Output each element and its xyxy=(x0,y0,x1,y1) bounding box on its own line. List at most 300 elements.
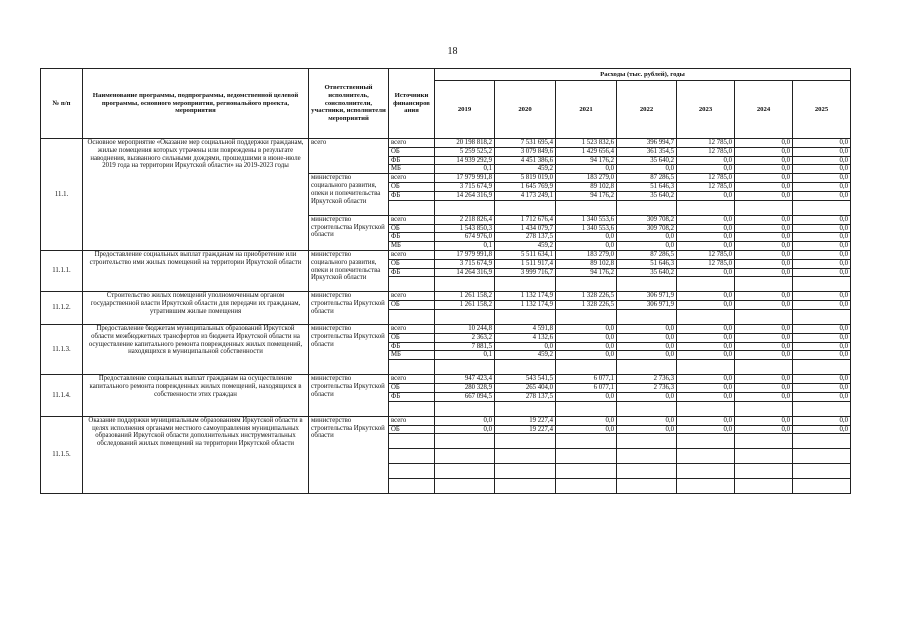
funding-source: ФБ xyxy=(389,342,435,351)
table-row xyxy=(41,416,851,425)
empty-cell xyxy=(556,200,617,215)
value-2024: 0,0 xyxy=(735,242,793,251)
value-2019: 2 218 826,4 xyxy=(435,215,495,224)
empty-cell xyxy=(435,401,495,416)
empty-cell xyxy=(435,434,495,449)
empty-cell xyxy=(495,464,556,479)
value-2019: 0,1 xyxy=(435,351,495,360)
funding-source: ФБ xyxy=(389,392,435,401)
empty-cell xyxy=(793,200,851,215)
value-2019: 1 543 850,3 xyxy=(435,224,495,233)
value-2024: 0,0 xyxy=(735,342,793,351)
header-sources: Источники финансиров ания xyxy=(389,69,435,139)
activity-name: Предоставление социальных выплат гражданам на осуществление капитального ремонта поврежденных жилых помещений, находящихся в собственности этих граждан xyxy=(83,375,309,416)
empty-cell xyxy=(556,277,617,292)
value-2021: 0,0 xyxy=(556,242,617,251)
page-number: 18 xyxy=(447,46,458,57)
value-2021: 1 340 553,6 xyxy=(556,215,617,224)
empty-cell xyxy=(617,310,677,325)
empty-cell xyxy=(735,277,793,292)
empty-cell xyxy=(617,479,677,494)
empty-cell xyxy=(793,401,851,416)
value-2021: 89 102,8 xyxy=(556,183,617,192)
value-2025: 0,0 xyxy=(793,351,851,360)
funding-source: ОБ xyxy=(389,301,435,310)
value-2024: 0,0 xyxy=(735,333,793,342)
empty-cell xyxy=(495,434,556,449)
empty-cell xyxy=(793,310,851,325)
table-row xyxy=(41,375,851,384)
value-2025: 0,0 xyxy=(793,139,851,148)
value-2025: 0,0 xyxy=(793,156,851,165)
value-2022: 306 971,9 xyxy=(617,292,677,301)
empty-cell xyxy=(793,479,851,494)
value-2025: 0,0 xyxy=(793,333,851,342)
value-2024: 0,0 xyxy=(735,425,793,434)
empty-cell xyxy=(435,449,495,464)
value-2025: 0,0 xyxy=(793,416,851,425)
value-2020: 4 591,8 xyxy=(495,325,556,334)
value-2024: 0,0 xyxy=(735,165,793,174)
value-2020: 278 137,5 xyxy=(495,392,556,401)
responsible-executor: всего xyxy=(309,139,389,174)
value-2023: 0,0 xyxy=(677,301,735,310)
empty-cell xyxy=(735,310,793,325)
funding-source: всего xyxy=(389,416,435,425)
row-number: 11.1.1. xyxy=(41,250,83,291)
value-2019: 14 264 316,9 xyxy=(435,268,495,277)
value-2022: 0,0 xyxy=(617,325,677,334)
value-2023: 0,0 xyxy=(677,392,735,401)
empty-cell xyxy=(495,200,556,215)
value-2022: 51 646,3 xyxy=(617,259,677,268)
row-number: 11.1.5. xyxy=(41,416,83,494)
value-2022: 87 286,5 xyxy=(617,250,677,259)
value-2025: 0,0 xyxy=(793,242,851,251)
row-number: 11.1.4. xyxy=(41,375,83,416)
empty-cell xyxy=(389,464,435,479)
value-2022: 51 646,3 xyxy=(617,183,677,192)
empty-cell xyxy=(435,479,495,494)
value-2024: 0,0 xyxy=(735,250,793,259)
value-2020: 7 531 695,4 xyxy=(495,139,556,148)
empty-cell xyxy=(677,401,735,416)
value-2024: 0,0 xyxy=(735,292,793,301)
funding-source: всего xyxy=(389,292,435,301)
header-responsible: Ответственный исполнитель, соисполнители, участники, исполнители мероприятий xyxy=(309,69,389,139)
funding-source: всего xyxy=(389,375,435,384)
value-2024: 0,0 xyxy=(735,191,793,200)
value-2025: 0,0 xyxy=(793,259,851,268)
value-2025: 0,0 xyxy=(793,233,851,242)
value-2022: 2 736,3 xyxy=(617,375,677,384)
value-2022: 0,0 xyxy=(617,233,677,242)
value-2020: 1 511 917,4 xyxy=(495,259,556,268)
value-2019: 0,1 xyxy=(435,242,495,251)
value-2019: 20 198 818,2 xyxy=(435,139,495,148)
funding-source: ОБ xyxy=(389,259,435,268)
funding-source: ОБ xyxy=(389,333,435,342)
empty-cell xyxy=(735,449,793,464)
empty-cell xyxy=(495,360,556,375)
value-2019: 674 976,0 xyxy=(435,233,495,242)
empty-cell xyxy=(677,310,735,325)
value-2021: 0,0 xyxy=(556,392,617,401)
value-2025: 0,0 xyxy=(793,384,851,393)
value-2019: 947 423,4 xyxy=(435,375,495,384)
funding-source: ФБ xyxy=(389,233,435,242)
value-2025: 0,0 xyxy=(793,301,851,310)
empty-cell xyxy=(435,200,495,215)
empty-cell xyxy=(793,360,851,375)
empty-cell xyxy=(435,464,495,479)
funding-source: МБ xyxy=(389,351,435,360)
value-2024: 0,0 xyxy=(735,416,793,425)
value-2023: 0,0 xyxy=(677,215,735,224)
value-2022: 35 640,2 xyxy=(617,156,677,165)
empty-cell xyxy=(677,479,735,494)
value-2019: 10 244,8 xyxy=(435,325,495,334)
value-2025: 0,0 xyxy=(793,191,851,200)
value-2023: 0,0 xyxy=(677,242,735,251)
value-2021: 6 077,1 xyxy=(556,384,617,393)
header-number: № п/п xyxy=(41,69,83,139)
header-name: Наименование программы, подпрограммы, ведомственной целевой программы, основного мероприятия, региональйого проекта, мероприятия xyxy=(83,69,309,139)
value-2020: 4 451 386,6 xyxy=(495,156,556,165)
responsible-executor: министерство строительства Иркутской области xyxy=(309,416,389,494)
empty-cell xyxy=(389,401,435,416)
responsible-executor: министерство строительства Иркутской области xyxy=(309,325,389,375)
empty-cell xyxy=(556,464,617,479)
empty-cell xyxy=(389,360,435,375)
value-2020: 459,2 xyxy=(495,165,556,174)
empty-cell xyxy=(793,434,851,449)
empty-cell xyxy=(677,434,735,449)
value-2023: 12 785,0 xyxy=(677,259,735,268)
value-2025: 0,0 xyxy=(793,425,851,434)
value-2021: 94 176,2 xyxy=(556,191,617,200)
value-2024: 0,0 xyxy=(735,384,793,393)
value-2022: 0,0 xyxy=(617,416,677,425)
value-2020: 543 541,5 xyxy=(495,375,556,384)
row-number: 11.1. xyxy=(41,139,83,251)
empty-cell xyxy=(617,277,677,292)
value-2022: 0,0 xyxy=(617,392,677,401)
value-2025: 0,0 xyxy=(793,268,851,277)
responsible-executor: министерство строительства Иркутской области xyxy=(309,292,389,325)
funding-source: всего xyxy=(389,139,435,148)
value-2019: 1 261 158,2 xyxy=(435,292,495,301)
value-2020: 1 645 769,9 xyxy=(495,183,556,192)
value-2022: 0,0 xyxy=(617,425,677,434)
value-2020: 265 404,0 xyxy=(495,384,556,393)
value-2021: 0,0 xyxy=(556,325,617,334)
value-2023: 0,0 xyxy=(677,351,735,360)
value-2021: 1 429 656,4 xyxy=(556,147,617,156)
activity-name: Оказание поддержки муниципальным образованиям Иркутской области в целях исполнения органами местного самоуправления муниципальных образований Иркутской области дополнительных инструментальных обследований жилых помещений на территории Иркутской области xyxy=(83,416,309,494)
empty-cell xyxy=(793,277,851,292)
value-2025: 0,0 xyxy=(793,224,851,233)
empty-cell xyxy=(677,200,735,215)
value-2021: 0,0 xyxy=(556,233,617,242)
empty-cell xyxy=(617,449,677,464)
empty-cell xyxy=(556,479,617,494)
value-2022: 0,0 xyxy=(617,351,677,360)
value-2019: 3 715 674,9 xyxy=(435,259,495,268)
value-2023: 0,0 xyxy=(677,191,735,200)
value-2024: 0,0 xyxy=(735,392,793,401)
value-2019: 1 261 158,2 xyxy=(435,301,495,310)
empty-cell xyxy=(677,277,735,292)
value-2023: 0,0 xyxy=(677,292,735,301)
empty-cell xyxy=(495,479,556,494)
value-2022: 87 286,5 xyxy=(617,174,677,183)
value-2022: 306 971,9 xyxy=(617,301,677,310)
value-2022: 309 708,2 xyxy=(617,224,677,233)
value-2021: 89 102,8 xyxy=(556,259,617,268)
value-2020: 19 227,4 xyxy=(495,416,556,425)
value-2022: 2 736,3 xyxy=(617,384,677,393)
value-2022: 396 994,7 xyxy=(617,139,677,148)
value-2021: 94 176,2 xyxy=(556,268,617,277)
value-2021: 0,0 xyxy=(556,351,617,360)
value-2024: 0,0 xyxy=(735,174,793,183)
value-2024: 0,0 xyxy=(735,259,793,268)
empty-cell xyxy=(793,449,851,464)
value-2022: 0,0 xyxy=(617,242,677,251)
value-2024: 0,0 xyxy=(735,224,793,233)
value-2023: 12 785,0 xyxy=(677,147,735,156)
value-2023: 0,0 xyxy=(677,375,735,384)
value-2024: 0,0 xyxy=(735,268,793,277)
empty-cell xyxy=(556,401,617,416)
value-2025: 0,0 xyxy=(793,375,851,384)
value-2019: 667 094,5 xyxy=(435,392,495,401)
value-2023: 0,0 xyxy=(677,156,735,165)
empty-cell xyxy=(735,464,793,479)
value-2020: 278 137,5 xyxy=(495,233,556,242)
value-2022: 309 708,2 xyxy=(617,215,677,224)
value-2024: 0,0 xyxy=(735,183,793,192)
value-2020: 4 173 249,1 xyxy=(495,191,556,200)
responsible-executor: министерство социального развития, опеки и попечительства Иркутской области xyxy=(309,250,389,291)
value-2025: 0,0 xyxy=(793,215,851,224)
value-2019: 17 979 991,8 xyxy=(435,174,495,183)
empty-cell xyxy=(735,479,793,494)
value-2020: 1 132 174,9 xyxy=(495,301,556,310)
funding-source: всего xyxy=(389,325,435,334)
value-2020: 1 434 079,7 xyxy=(495,224,556,233)
empty-cell xyxy=(617,401,677,416)
value-2022: 35 640,2 xyxy=(617,191,677,200)
funding-source: всего xyxy=(389,215,435,224)
responsible-executor: министерство строительства Иркутской области xyxy=(309,375,389,416)
funding-source: МБ xyxy=(389,242,435,251)
empty-cell xyxy=(435,360,495,375)
empty-cell xyxy=(677,360,735,375)
row-number: 11.1.2. xyxy=(41,292,83,325)
value-2022: 0,0 xyxy=(617,333,677,342)
value-2021: 1 328 226,5 xyxy=(556,292,617,301)
value-2021: 0,0 xyxy=(556,333,617,342)
empty-cell xyxy=(556,434,617,449)
responsible-executor: министерство строительства Иркутской области xyxy=(309,215,389,250)
value-2025: 0,0 xyxy=(793,174,851,183)
value-2019: 7 881,5 xyxy=(435,342,495,351)
value-2023: 12 785,0 xyxy=(677,250,735,259)
funding-source: МБ xyxy=(389,165,435,174)
empty-cell xyxy=(435,310,495,325)
header-year-2021: 2021 xyxy=(556,81,617,139)
value-2019: 17 979 991,8 xyxy=(435,250,495,259)
value-2019: 0,0 xyxy=(435,425,495,434)
value-2021: 0,0 xyxy=(556,416,617,425)
value-2023: 0,0 xyxy=(677,224,735,233)
value-2025: 0,0 xyxy=(793,392,851,401)
value-2023: 0,0 xyxy=(677,325,735,334)
row-number: 11.1.3. xyxy=(41,325,83,375)
budget-table xyxy=(40,68,851,494)
empty-cell xyxy=(735,360,793,375)
value-2021: 183 279,0 xyxy=(556,250,617,259)
value-2020: 5 511 634,1 xyxy=(495,250,556,259)
value-2023: 0,0 xyxy=(677,384,735,393)
value-2025: 0,0 xyxy=(793,250,851,259)
table-row xyxy=(41,139,851,148)
value-2019: 5 259 525,2 xyxy=(435,147,495,156)
value-2023: 12 785,0 xyxy=(677,174,735,183)
value-2021: 6 077,1 xyxy=(556,375,617,384)
value-2019: 14 939 292,9 xyxy=(435,156,495,165)
empty-cell xyxy=(495,401,556,416)
header-expenses: Расходы (тыс. рублей), годы xyxy=(435,69,851,81)
funding-source: ОБ xyxy=(389,224,435,233)
activity-name: Строительство жилых помещений уполномоченным органом государственной власти Иркутской области для передачи их гражданам, утратившим жилые помещения xyxy=(83,292,309,325)
value-2025: 0,0 xyxy=(793,183,851,192)
header-year-2019: 2019 xyxy=(435,81,495,139)
table-row xyxy=(41,325,851,334)
responsible-executor: министерство социального развития, опеки и попечительства Иркутской области xyxy=(309,174,389,215)
empty-cell xyxy=(617,200,677,215)
empty-cell xyxy=(735,401,793,416)
value-2024: 0,0 xyxy=(735,139,793,148)
value-2024: 0,0 xyxy=(735,325,793,334)
value-2021: 0,0 xyxy=(556,165,617,174)
value-2022: 35 640,2 xyxy=(617,268,677,277)
funding-source: ОБ xyxy=(389,183,435,192)
value-2022: 0,0 xyxy=(617,342,677,351)
value-2023: 0,0 xyxy=(677,333,735,342)
funding-source: ФБ xyxy=(389,156,435,165)
value-2020: 19 227,4 xyxy=(495,425,556,434)
value-2023: 0,0 xyxy=(677,165,735,174)
table-row xyxy=(41,250,851,259)
funding-source: ФБ xyxy=(389,191,435,200)
empty-cell xyxy=(389,449,435,464)
empty-cell xyxy=(793,464,851,479)
value-2023: 0,0 xyxy=(677,233,735,242)
value-2023: 0,0 xyxy=(677,425,735,434)
table-body xyxy=(41,139,851,494)
value-2023: 0,0 xyxy=(677,268,735,277)
table-row xyxy=(41,292,851,301)
value-2020: 3 999 716,7 xyxy=(495,268,556,277)
empty-cell xyxy=(556,449,617,464)
value-2020: 3 079 849,6 xyxy=(495,147,556,156)
value-2022: 0,0 xyxy=(617,165,677,174)
value-2023: 0,0 xyxy=(677,342,735,351)
value-2020: 5 819 019,0 xyxy=(495,174,556,183)
value-2019: 0,0 xyxy=(435,416,495,425)
value-2020: 0,0 xyxy=(495,342,556,351)
empty-cell xyxy=(389,434,435,449)
header-year-2025: 2025 xyxy=(793,81,851,139)
value-2023: 0,0 xyxy=(677,416,735,425)
empty-cell xyxy=(389,200,435,215)
empty-cell xyxy=(556,310,617,325)
empty-cell xyxy=(495,277,556,292)
activity-name: Предоставление бюджетам муниципальных образований Иркутской области межбюджетных трансфертов из бюджета Иркутской области на осуществление капитального ремонта поврежденных жилых помещений, находящихся в муниципальной собственности xyxy=(83,325,309,375)
value-2024: 0,0 xyxy=(735,351,793,360)
value-2019: 0,1 xyxy=(435,165,495,174)
funding-source: ОБ xyxy=(389,425,435,434)
activity-name: Основное мероприятие «Оказание мер социальной поддержки гражданам, жилые помещения которых утрачены или повреждены в результате наводнения, вызванного сильными дождями, прошедшими в июне-июле 2019 года на территории Иркутской области» на 2019-2023 годы xyxy=(83,139,309,251)
value-2021: 0,0 xyxy=(556,342,617,351)
empty-cell xyxy=(495,310,556,325)
empty-cell xyxy=(617,434,677,449)
empty-cell xyxy=(677,464,735,479)
value-2025: 0,0 xyxy=(793,292,851,301)
empty-cell xyxy=(617,360,677,375)
empty-cell xyxy=(435,277,495,292)
empty-cell xyxy=(677,449,735,464)
value-2019: 280 328,9 xyxy=(435,384,495,393)
activity-name: Предоставление социальных выплат гражданам на приобретение или строительство ими жилых помещений на территории Иркутской области xyxy=(83,250,309,291)
value-2020: 459,2 xyxy=(495,351,556,360)
value-2023: 12 785,0 xyxy=(677,183,735,192)
value-2025: 0,0 xyxy=(793,165,851,174)
funding-source: ОБ xyxy=(389,147,435,156)
value-2021: 183 279,0 xyxy=(556,174,617,183)
value-2025: 0,0 xyxy=(793,325,851,334)
value-2020: 4 132,6 xyxy=(495,333,556,342)
value-2019: 2 363,2 xyxy=(435,333,495,342)
value-2020: 459,2 xyxy=(495,242,556,251)
funding-source: всего xyxy=(389,174,435,183)
value-2024: 0,0 xyxy=(735,156,793,165)
header-year-2020: 2020 xyxy=(495,81,556,139)
funding-source: всего xyxy=(389,250,435,259)
value-2024: 0,0 xyxy=(735,147,793,156)
value-2021: 1 523 832,6 xyxy=(556,139,617,148)
value-2024: 0,0 xyxy=(735,215,793,224)
empty-cell xyxy=(389,479,435,494)
value-2020: 1 132 174,9 xyxy=(495,292,556,301)
empty-cell xyxy=(735,434,793,449)
value-2022: 361 354,5 xyxy=(617,147,677,156)
header-year-2022: 2022 xyxy=(617,81,677,139)
funding-source: ФБ xyxy=(389,268,435,277)
value-2024: 0,0 xyxy=(735,301,793,310)
empty-cell xyxy=(735,200,793,215)
empty-cell xyxy=(495,449,556,464)
funding-source: ОБ xyxy=(389,384,435,393)
empty-cell xyxy=(617,464,677,479)
value-2024: 0,0 xyxy=(735,375,793,384)
header-year-2024: 2024 xyxy=(735,81,793,139)
value-2019: 14 264 316,9 xyxy=(435,191,495,200)
header-year-2023: 2023 xyxy=(677,81,735,139)
